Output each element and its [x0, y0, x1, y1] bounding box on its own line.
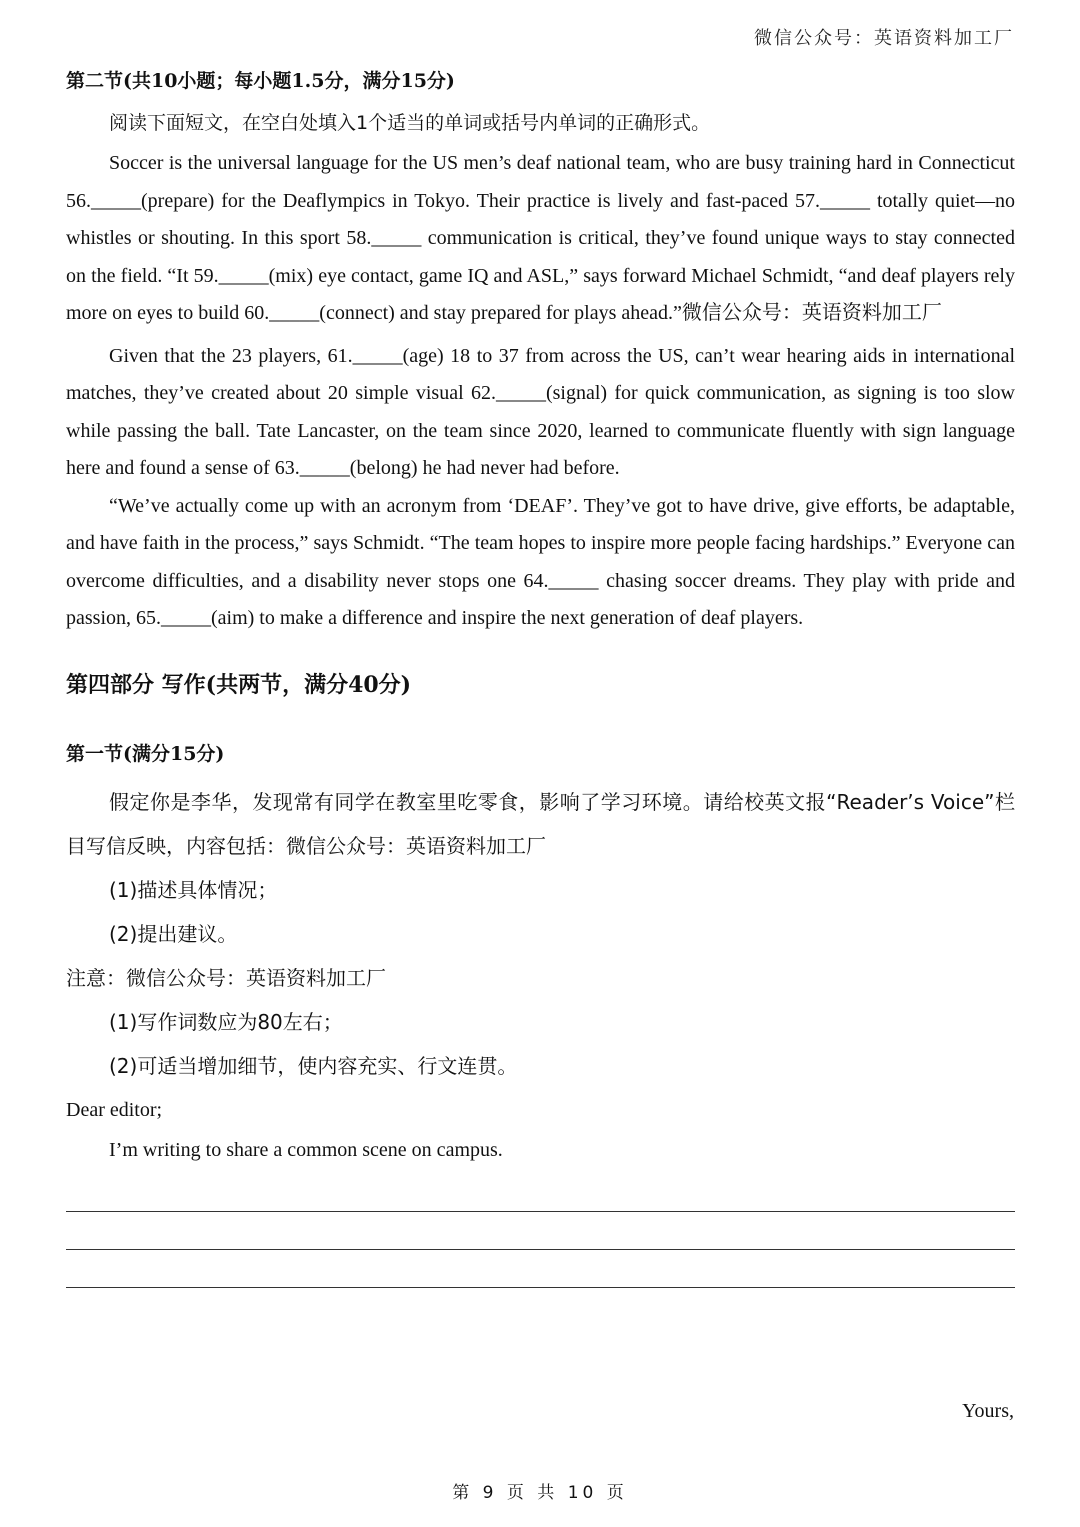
letter-salutation: Dear editor;	[66, 1098, 163, 1121]
writing-area[interactable]	[66, 1211, 1015, 1288]
passage-paragraph-3: “We’ve actually come up with an acronym from ‘DEAF’. They’ve got to have drive, give efforts, be adaptable, and have faith in the process,” says Schmidt. “The team hopes to inspire more people facing hardships.” Everyone can overcome difficulties, and a disability never stops one 64._____ chasing soccer dreams. They play with pride and passion, 65._____(aim) to make a difference and inspire the next generation of deaf players.	[66, 494, 1015, 629]
content-item-2: (2)提出建议。	[109, 921, 238, 946]
section2-instruction: 阅读下面短文，在空白处填入1个适当的单词或括号内单词的正确形式。	[109, 112, 711, 134]
watermark-header: 微信公众号：英语资料加工厂	[754, 28, 1014, 49]
passage-paragraph-1: Soccer is the universal language for the US men’s deaf national team, who are busy training hard in Connecticut 56._____(prepare) for the Deaflympics in Tokyo. Their practice is lively and fast-paced 57._____ totally quiet—no whistles or shouting. In this sport 58._____ communication is critical, they’ve found unique ways to stay connected on the field. “It 59._____(mix) eye contact, game IQ and ASL,” says forward Michael Schmidt, “and deaf players rely more on eyes to build 60._____(connect) and stay prepared for plays ahead.”微信公众号：英语资料加工厂	[66, 152, 1015, 324]
page-number: 第 9 页 共 10 页	[452, 1483, 628, 1503]
notice-label: 注意：微信公众号：英语资料加工厂	[66, 965, 386, 990]
writing-line-2[interactable]	[66, 1249, 1015, 1250]
content-item-1: (1)描述具体情况；	[109, 877, 278, 902]
letter-closing: Yours,	[962, 1400, 1014, 1422]
writing-line-1[interactable]	[66, 1211, 1015, 1212]
section2-heading: 第二节(共10小题；每小题1.5分，满分15分)	[66, 70, 455, 92]
page-content	[66, 60, 1015, 1288]
writing-prompt: 假定你是李华，发现常有同学在教室里吃零食，影响了学习环境。请给校英文报“Reader’s Voice”栏目写信反映，内容包括：微信公众号：英语资料加工厂	[66, 789, 1015, 858]
writing-line-3[interactable]	[66, 1287, 1015, 1288]
part4-heading: 第四部分 写作(共两节，满分40分)	[66, 671, 412, 698]
passage-paragraph-2: Given that the 23 players, 61._____(age) 18 to 37 from across the US, can’t wear hearing aids in international matches, they’ve created about 20 simple visual 62._____(signal) for quick communication, as signing is too slow while passing the ball. Tate Lancaster, on the team since 2020, learned to communicate fluently with sign language here and found a sense of 63._____(belong) he had never had before.	[66, 344, 1015, 479]
part4-section1-heading: 第一节(满分15分)	[66, 742, 225, 765]
notice-item-2: (2)可适当增加细节，使内容充实、行文连贯。	[109, 1053, 518, 1078]
letter-opening: I’m writing to share a common scene on campus.	[109, 1138, 503, 1161]
notice-item-1: (1)写作词数应为80左右；	[109, 1009, 343, 1034]
